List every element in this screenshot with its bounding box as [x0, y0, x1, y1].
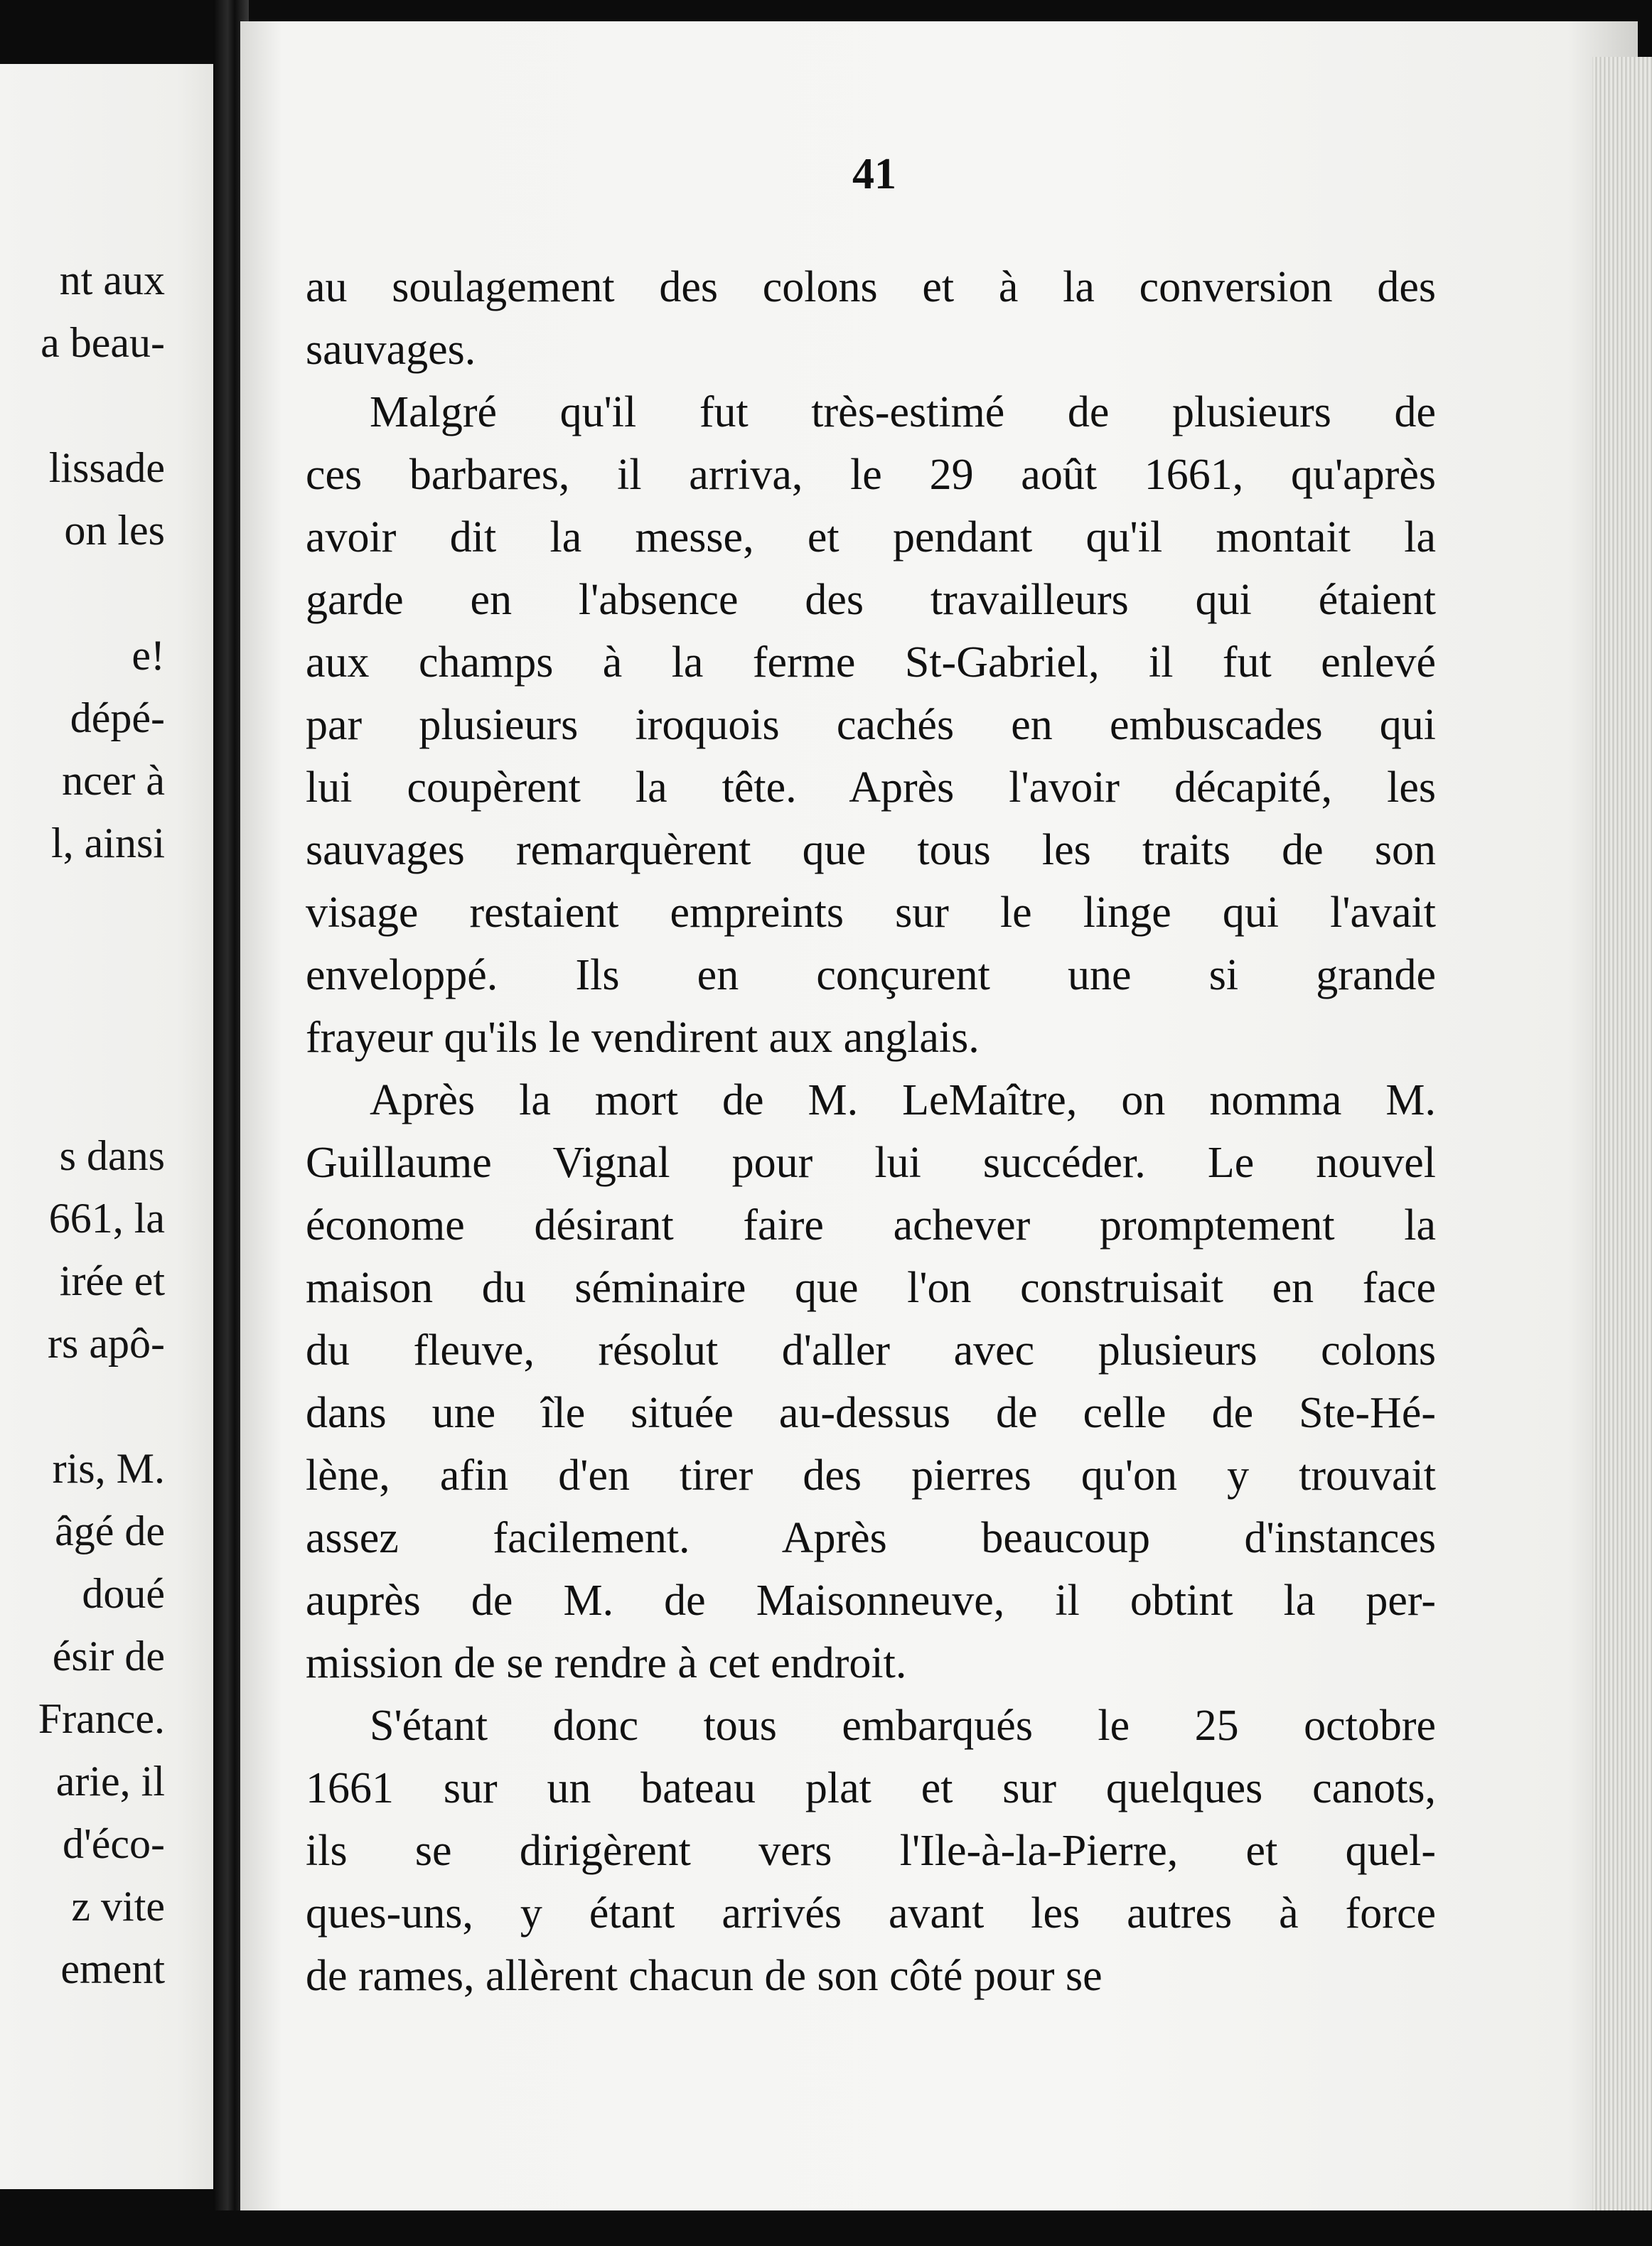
left-page-line: a beau-: [41, 319, 165, 366]
left-page-line: France.: [38, 1695, 165, 1742]
body-line: lui coupèrent la tête. Après l'avoir décapité, les: [306, 763, 1436, 812]
body-line: aux champs à la ferme St-Gabriel, il fut enlevé: [306, 638, 1436, 687]
body-line: au soulagement des colons et à la conversion des: [306, 263, 1436, 311]
body-line: par plusieurs iroquois cachés en embuscades qui: [306, 701, 1436, 749]
left-page-line: ris, M.: [52, 1445, 165, 1492]
body-line: Guillaume Vignal pour lui succéder. Le nouvel: [306, 1139, 1436, 1187]
left-page-line: z vite: [71, 1883, 165, 1930]
body-line: économe désirant faire achever promptement la: [306, 1201, 1436, 1250]
body-line: de rames, allèrent chacun de son côté pour se: [306, 1952, 1103, 2000]
page-number: 41: [852, 150, 896, 198]
left-page-line: l, ainsi: [51, 820, 165, 866]
body-line: auprès de M. de Maisonneuve, il obtint la per-: [306, 1576, 1436, 1625]
body-line: sauvages.: [306, 326, 476, 374]
body-line: dans une île située au-dessus de celle de Ste-Hé-: [306, 1389, 1436, 1437]
body-line: S'étant donc tous embarqués le 25 octobre: [370, 1702, 1436, 1750]
body-text: [306, 256, 1436, 2007]
left-page-line: irée et: [59, 1257, 165, 1304]
left-page-line: d'éco-: [62, 1820, 165, 1867]
left-page-line: nt aux: [59, 257, 165, 303]
body-line: garde en l'absence des travailleurs qui étaient: [306, 576, 1436, 624]
left-page-fragment: [0, 64, 222, 2189]
body-line: maison du séminaire que l'on construisait en face: [306, 1264, 1436, 1312]
left-page-line: e!: [132, 632, 165, 679]
body-line: assez facilement. Après beaucoup d'instances: [306, 1514, 1436, 1562]
left-page-line: ncer à: [62, 757, 165, 804]
left-page-line: arie, il: [55, 1758, 165, 1805]
left-page-line: dépé-: [70, 694, 165, 741]
body-line: enveloppé. Ils en conçurent une si grande: [306, 951, 1436, 999]
left-page-line: 661, la: [48, 1195, 165, 1242]
left-page-line: ésir de: [52, 1633, 165, 1680]
body-line: ques-uns, y étant arrivés avant les autres à force: [306, 1889, 1436, 1938]
body-line: ils se dirigèrent vers l'Ile-à-la-Pierre, et quel-: [306, 1827, 1436, 1875]
body-line: sauvages remarquèrent que tous les traits de son: [306, 826, 1436, 874]
left-page-line: rs apô-: [48, 1320, 165, 1367]
left-page-line: ement: [60, 1945, 165, 1992]
body-line: du fleuve, résolut d'aller avec plusieurs colons: [306, 1326, 1436, 1375]
bottom-shadow: [213, 2210, 1652, 2246]
left-page-line: âgé de: [55, 1508, 165, 1554]
body-line: 1661 sur un bateau plat et sur quelques canots,: [306, 1764, 1436, 1812]
body-line: Après la mort de M. LeMaître, on nomma M.: [370, 1076, 1436, 1124]
body-line: Malgré qu'il fut très-estimé de plusieurs de: [370, 388, 1436, 436]
left-page-line: s dans: [59, 1132, 165, 1179]
body-line: avoir dit la messe, et pendant qu'il montait la: [306, 513, 1436, 562]
body-line: visage restaient empreints sur le linge qui l'avait: [306, 888, 1436, 937]
left-page-line: on les: [64, 507, 165, 554]
left-page-line: lissade: [48, 444, 165, 491]
body-line: frayeur qu'ils le vendirent aux anglais.: [306, 1014, 980, 1062]
body-line: ces barbares, il arriva, le 29 août 1661, qu'après: [306, 451, 1436, 499]
page-edges: [1592, 57, 1652, 2218]
left-page-line: doué: [82, 1570, 165, 1617]
body-line: lène, afin d'en tirer des pierres qu'on y trouvait: [306, 1451, 1436, 1500]
body-line: mission de se rendre à cet endroit.: [306, 1639, 907, 1687]
